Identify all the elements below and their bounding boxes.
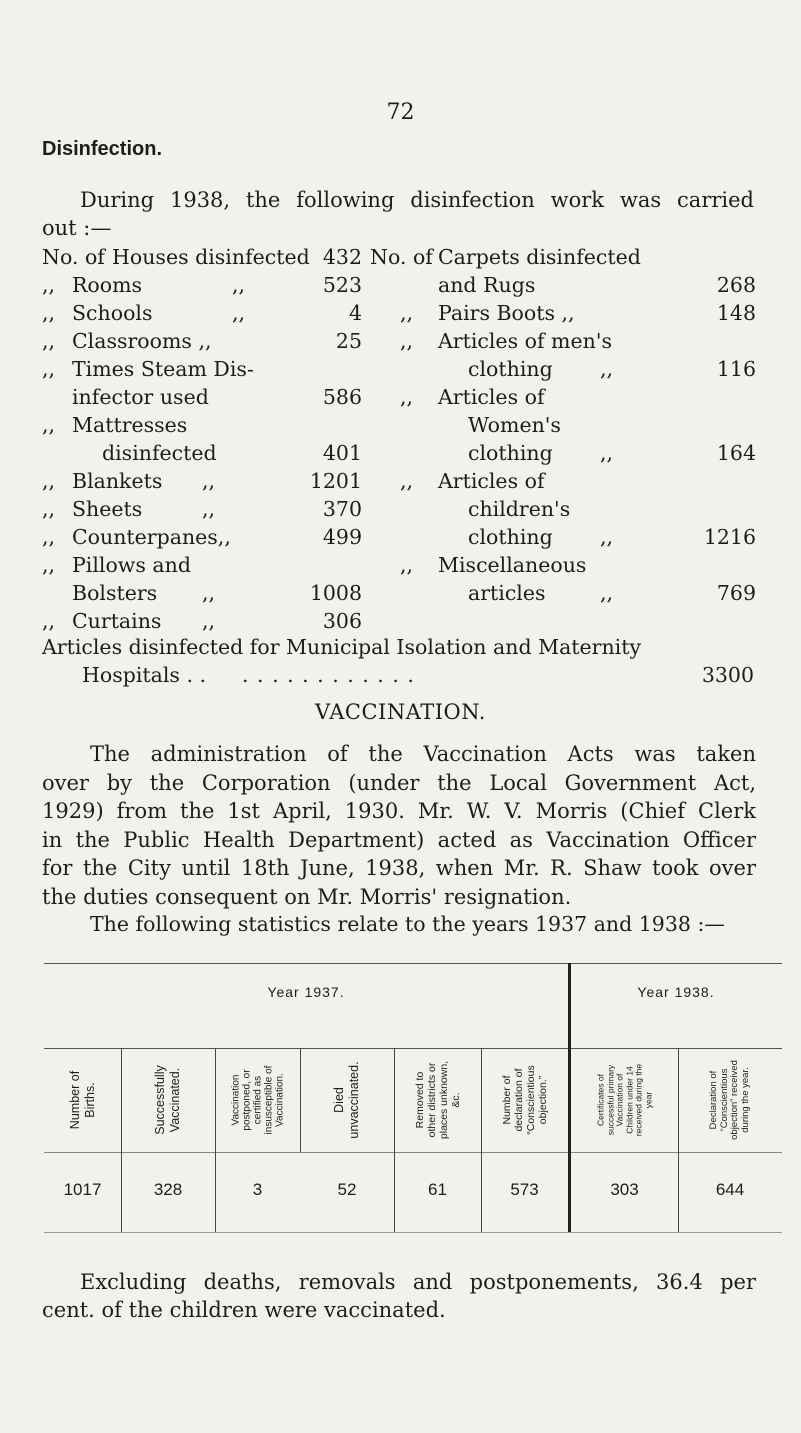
header-died: Died unvaccinated.	[332, 1061, 361, 1139]
value-postponed: 3	[252, 1180, 263, 1199]
item-label: Times Steam Dis-	[72, 357, 254, 381]
vaccination-paragraph	[42, 740, 756, 911]
header-vaccinated: Successfully Vaccinated.	[153, 1065, 182, 1135]
item-value: 116	[716, 357, 756, 381]
item-value: 306	[322, 609, 362, 633]
intro-paragraph	[42, 186, 754, 242]
item-value: 4	[348, 301, 362, 325]
col-header-births	[44, 963, 121, 1048]
item-label: Articles of	[438, 469, 545, 493]
item-prefix: ,,	[400, 301, 414, 325]
para-line: for the City until 18th June, 1938, when Mr. R. Shaw took over	[42, 856, 756, 880]
item-ditto: ,,	[600, 581, 614, 605]
item-value: 499	[322, 525, 362, 549]
item-label: Houses disinfected	[112, 245, 310, 269]
item-ditto: ,,	[232, 273, 246, 297]
col-header-cell	[215, 1058, 300, 1142]
para-line: the duties consequent on Mr. Morris' resignation.	[42, 884, 572, 909]
col-header-cell	[394, 1058, 481, 1142]
header-births: Number of Births.	[67, 1070, 97, 1130]
item-label: Curtains	[72, 609, 162, 633]
item-label: Blankets	[72, 469, 163, 493]
hospital-articles-line-1: Articles disinfected for Municipal Isolation and Maternity	[42, 635, 642, 659]
item-value: 148	[716, 301, 756, 325]
para-line: The administration of the Vaccination Acts was taken	[90, 742, 756, 766]
item-value: 370	[322, 497, 362, 521]
page-number: 72	[386, 100, 415, 125]
item-label-continued: Bolsters	[72, 581, 158, 605]
item-value: 401	[322, 441, 362, 465]
section-heading: Disinfection.	[42, 138, 163, 160]
value-removed: 61	[428, 1180, 447, 1199]
item-value: 268	[716, 273, 756, 297]
value-vaccinated: 328	[153, 1180, 183, 1199]
item-prefix: ,,	[42, 301, 56, 325]
header-removed: Removed to other districts or places unknown, &c.	[413, 1060, 462, 1140]
item-prefix: ,,	[42, 357, 56, 381]
item-ditto: ,,	[600, 357, 614, 381]
item-ditto: ,,	[232, 301, 246, 325]
intro-line-2: out :—	[42, 216, 112, 240]
item-prefix: ,,	[42, 413, 56, 437]
item-label: Carpets disinfected	[438, 245, 641, 269]
closing-line-1: Excluding deaths, removals and postponements, 36.4 per	[80, 1270, 756, 1294]
item-prefix: ,,	[400, 469, 414, 493]
para-line: 1929) from the 1st April, 1930. Mr. W. V. Morris (Chief Clerk	[42, 799, 756, 823]
value-declarations: 573	[510, 1180, 539, 1199]
dot-leader: . . . . . . . . . . . .	[242, 663, 415, 687]
year-1937-header: Year 1937.	[267, 984, 345, 1000]
left-items-column	[42, 243, 382, 633]
header-objections-1938: Declaration of “Conscientious objection” received during the year.	[708, 1060, 751, 1140]
item-value: 1008	[309, 581, 362, 605]
item-label-continued: clothing	[468, 441, 553, 465]
item-label-continued: clothing	[468, 357, 553, 381]
hospital-value: 3300	[701, 663, 754, 687]
item-label: Sheets	[72, 497, 143, 521]
col-header-cell	[571, 1058, 678, 1142]
item-ditto: ,,	[202, 581, 216, 605]
item-ditto: ,,	[600, 441, 614, 465]
item-prefix: ,,	[42, 497, 56, 521]
item-value: 432	[322, 245, 362, 269]
para-line: in the Public Health Department) acted as Vaccination Officer	[42, 827, 756, 852]
statistics-intro: The following statistics relate to the years 1937 and 1938 :—	[90, 912, 725, 936]
item-label-continued: clothing	[468, 525, 553, 549]
item-label: Schools	[72, 301, 153, 325]
header-postponed: Vaccination postponed, or certified as insusceptible of Vaccination.	[230, 1065, 285, 1135]
item-prefix: No. of	[370, 245, 433, 269]
item-label: Pillows and	[72, 553, 191, 577]
item-label-continued: and Rugs	[438, 273, 536, 297]
item-label: Pairs Boots ,,	[438, 301, 575, 325]
item-prefix: ,,	[400, 329, 414, 353]
col-header-cell	[121, 1058, 215, 1142]
item-label-continued: disinfected	[102, 441, 217, 465]
hospital-label: Hospitals . .	[82, 663, 207, 687]
item-ditto: ,,	[202, 497, 216, 521]
col-header-cell	[678, 1058, 782, 1142]
item-prefix: ,,	[42, 329, 56, 353]
item-label: Articles of men's	[438, 329, 612, 353]
item-label: Articles of	[438, 385, 545, 409]
header-declarations: Number of declaration of “Conscientious objection.”	[500, 1065, 549, 1135]
col-header-cell	[300, 1058, 394, 1142]
item-prefix: ,,	[42, 469, 56, 493]
item-value: 523	[322, 273, 362, 297]
item-label-continued: children's	[468, 497, 571, 521]
item-value: 586	[322, 385, 362, 409]
item-label: Counterpanes,,	[72, 525, 231, 549]
value-died: 52	[337, 1180, 357, 1199]
item-label: Classrooms ,,	[72, 329, 212, 353]
para-line: over by the Corporation (under the Local Government Act,	[42, 770, 756, 795]
item-label: Miscellaneous	[438, 553, 587, 577]
item-ditto: ,,	[600, 525, 614, 549]
right-items-column	[370, 243, 760, 613]
item-prefix: ,,	[400, 553, 414, 577]
col-header-cell	[481, 1058, 568, 1142]
item-value: 769	[716, 581, 756, 605]
year-1938-header: Year 1938.	[637, 984, 715, 1000]
item-prefix: ,,	[42, 609, 56, 633]
item-value: 1201	[309, 469, 362, 493]
item-prefix: No. of	[42, 245, 105, 269]
item-label: Mattresses	[72, 413, 188, 437]
item-ditto: ,,	[202, 469, 216, 493]
item-prefix: ,,	[400, 385, 414, 409]
item-prefix: ,,	[42, 525, 56, 549]
item-label-continued: Women's	[468, 413, 561, 437]
vaccination-title: VACCINATION.	[315, 700, 486, 724]
col-header-cell	[44, 1058, 121, 1142]
closing-paragraph	[42, 1268, 756, 1324]
item-ditto: ,,	[202, 609, 216, 633]
item-value: 25	[335, 329, 362, 353]
value-objections-1938: 644	[715, 1180, 745, 1199]
item-value: 164	[716, 441, 756, 465]
item-prefix: ,,	[42, 553, 56, 577]
intro-line-1: During 1938, the following disinfection work was carried	[80, 188, 754, 212]
value-births: 1017	[63, 1180, 102, 1199]
item-label-continued: infector used	[72, 385, 209, 409]
item-label-continued: articles	[468, 581, 546, 605]
value-certificates: 303	[610, 1180, 639, 1199]
item-value: 1216	[703, 525, 756, 549]
item-label: Rooms	[72, 273, 143, 297]
closing-line-2: cent. of the children were vaccinated.	[42, 1298, 446, 1322]
header-certificates: Certificates of successful primary Vaccination of Children under 14 received during the year	[595, 1063, 653, 1137]
item-prefix: ,,	[42, 273, 56, 297]
